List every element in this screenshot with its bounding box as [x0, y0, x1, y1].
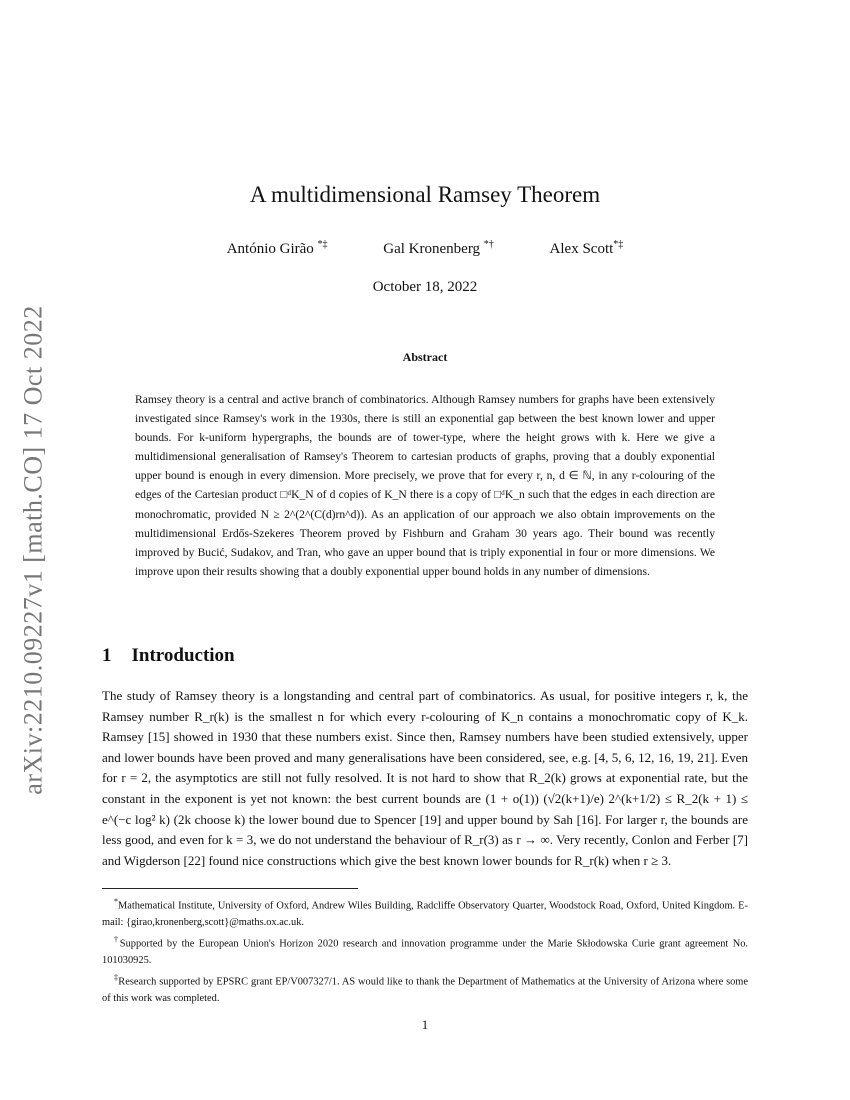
section-heading	[102, 645, 235, 667]
footnote-mark: ‡	[114, 972, 119, 982]
abstract-heading: Abstract	[402, 350, 448, 364]
author-name: Gal Kronenberg	[383, 241, 481, 257]
section-number: 1	[102, 645, 112, 666]
footnote-mark: †	[114, 934, 120, 944]
author-marks: *†	[483, 239, 494, 250]
section-title: Introduction	[131, 645, 235, 666]
footnote-text: Supported by the European Union's Horizon 2020 research and innovation programme under the Marie Skłodowska Curie grant agreement No. 101030925.	[102, 938, 748, 967]
author-3	[550, 239, 624, 258]
author-1	[227, 239, 328, 258]
abstract-body: Ramsey theory is a central and active branch of combinatorics. Although Ramsey numbers for graphs have been extensively investigated since Ramsey's work in the 1930s, there is still an exponential gap between the best known lower and upper bounds. For k-uniform hypergraphs, the bounds are of tower-type, where the height grows with k. Here we give a multidimensional generalisation of Ramsey's Theorem to cartesian products of graphs, proving that a doubly exponential upper bound is enough in every dimension. More precisely, we prove that for every r, n, d ∈ ℕ, in any r-colouring of the edges of the Cartesian product □ᵈK_N of d copies of K_N there is a copy of □ᵈK_n such that the edges in each direction are monochromatic, provided N ≥ 2^(2^(C(d)rn^d)). As an application of our approach we also obtain improvements on the multidimensional Erdős-Szekeres Theorem proved by Fishburn and Graham 30 years ago. Their bound was recently improved by Bucić, Sudakov, and Tran, who gave an upper bound that is triply exponential in four or more dimensions. We improve upon their results showing that a doubly exponential upper bound holds in any number of dimensions.	[135, 393, 715, 578]
page-number: 1	[421, 1017, 429, 1032]
footnote-text: Research supported by EPSRC grant EP/V007327/1. AS would like to thank the Department of Mathematics at the University of Arizona where some of this work was completed.	[102, 976, 748, 1004]
author-name: António Girão	[226, 241, 314, 257]
footnote-rule	[102, 888, 358, 889]
author-name: Alex Scott	[549, 241, 614, 257]
footnote-text: Mathematical Institute, University of Oxford, Andrew Wiles Building, Radcliffe Observatory Quarter, Woodstock Road, Oxford, United Kingdom. E-mail: {girao,kronenberg,scott}@maths.ox.ac.uk.	[102, 900, 748, 929]
arxiv-id-text: arXiv:2210.09227v1 [math.CO] 17 Oct 2022	[19, 305, 49, 795]
footnotes	[102, 894, 748, 1008]
footnote-funding-epsrc	[102, 970, 748, 1008]
footnote-mark: *	[114, 897, 118, 906]
author-list	[0, 239, 850, 258]
footnote-funding-kronenberg	[102, 932, 748, 970]
author-marks: *‡	[317, 239, 328, 250]
footnote-affiliation	[102, 894, 748, 932]
arxiv-sidebar-stamp	[14, 0, 54, 1100]
paper-date: October 18, 2022	[372, 279, 478, 295]
introduction-body: The study of Ramsey theory is a longstanding and central part of combinatorics. As usual, for positive integers r, k, the Ramsey number R_r(k) is the smallest n for which every r-colouring of K_n contains a monochromatic copy of K_k. Ramsey [15] showed in 1930 that these numbers exist. Since then, Ramsey numbers have been studied extensively, upper and lower bounds have been proved and many generalisations have been considered, see, e.g. [4, 5, 6, 12, 16, 19, 21]. Even for r = 2, the asymptotics are still not fully resolved. It is not hard to show that R_2(k) grows at exponential rate, but the constant in the exponent is yet not known: the best current bounds are (1 + o(1)) (√2(k+1)/e) 2^(k+1/2) ≤ R_2(k + 1) ≤ e^(−c log² k) (2k choose k) the lower bound due to Spencer [19] and upper bound by Sah [16]. For larger r, the bounds are less good, and even for k = 3, we do not understand the behaviour of R_r(3) as r → ∞. Very recently, Conlon and Ferber [7] and Wigderson [22] found nice constructions which give the best known lower bounds for R_r(k) when r ≥ 3.	[102, 688, 748, 868]
author-2	[383, 239, 494, 258]
author-marks: *‡	[613, 239, 624, 250]
paper-title: A multidimensional Ramsey Theorem	[249, 182, 601, 207]
